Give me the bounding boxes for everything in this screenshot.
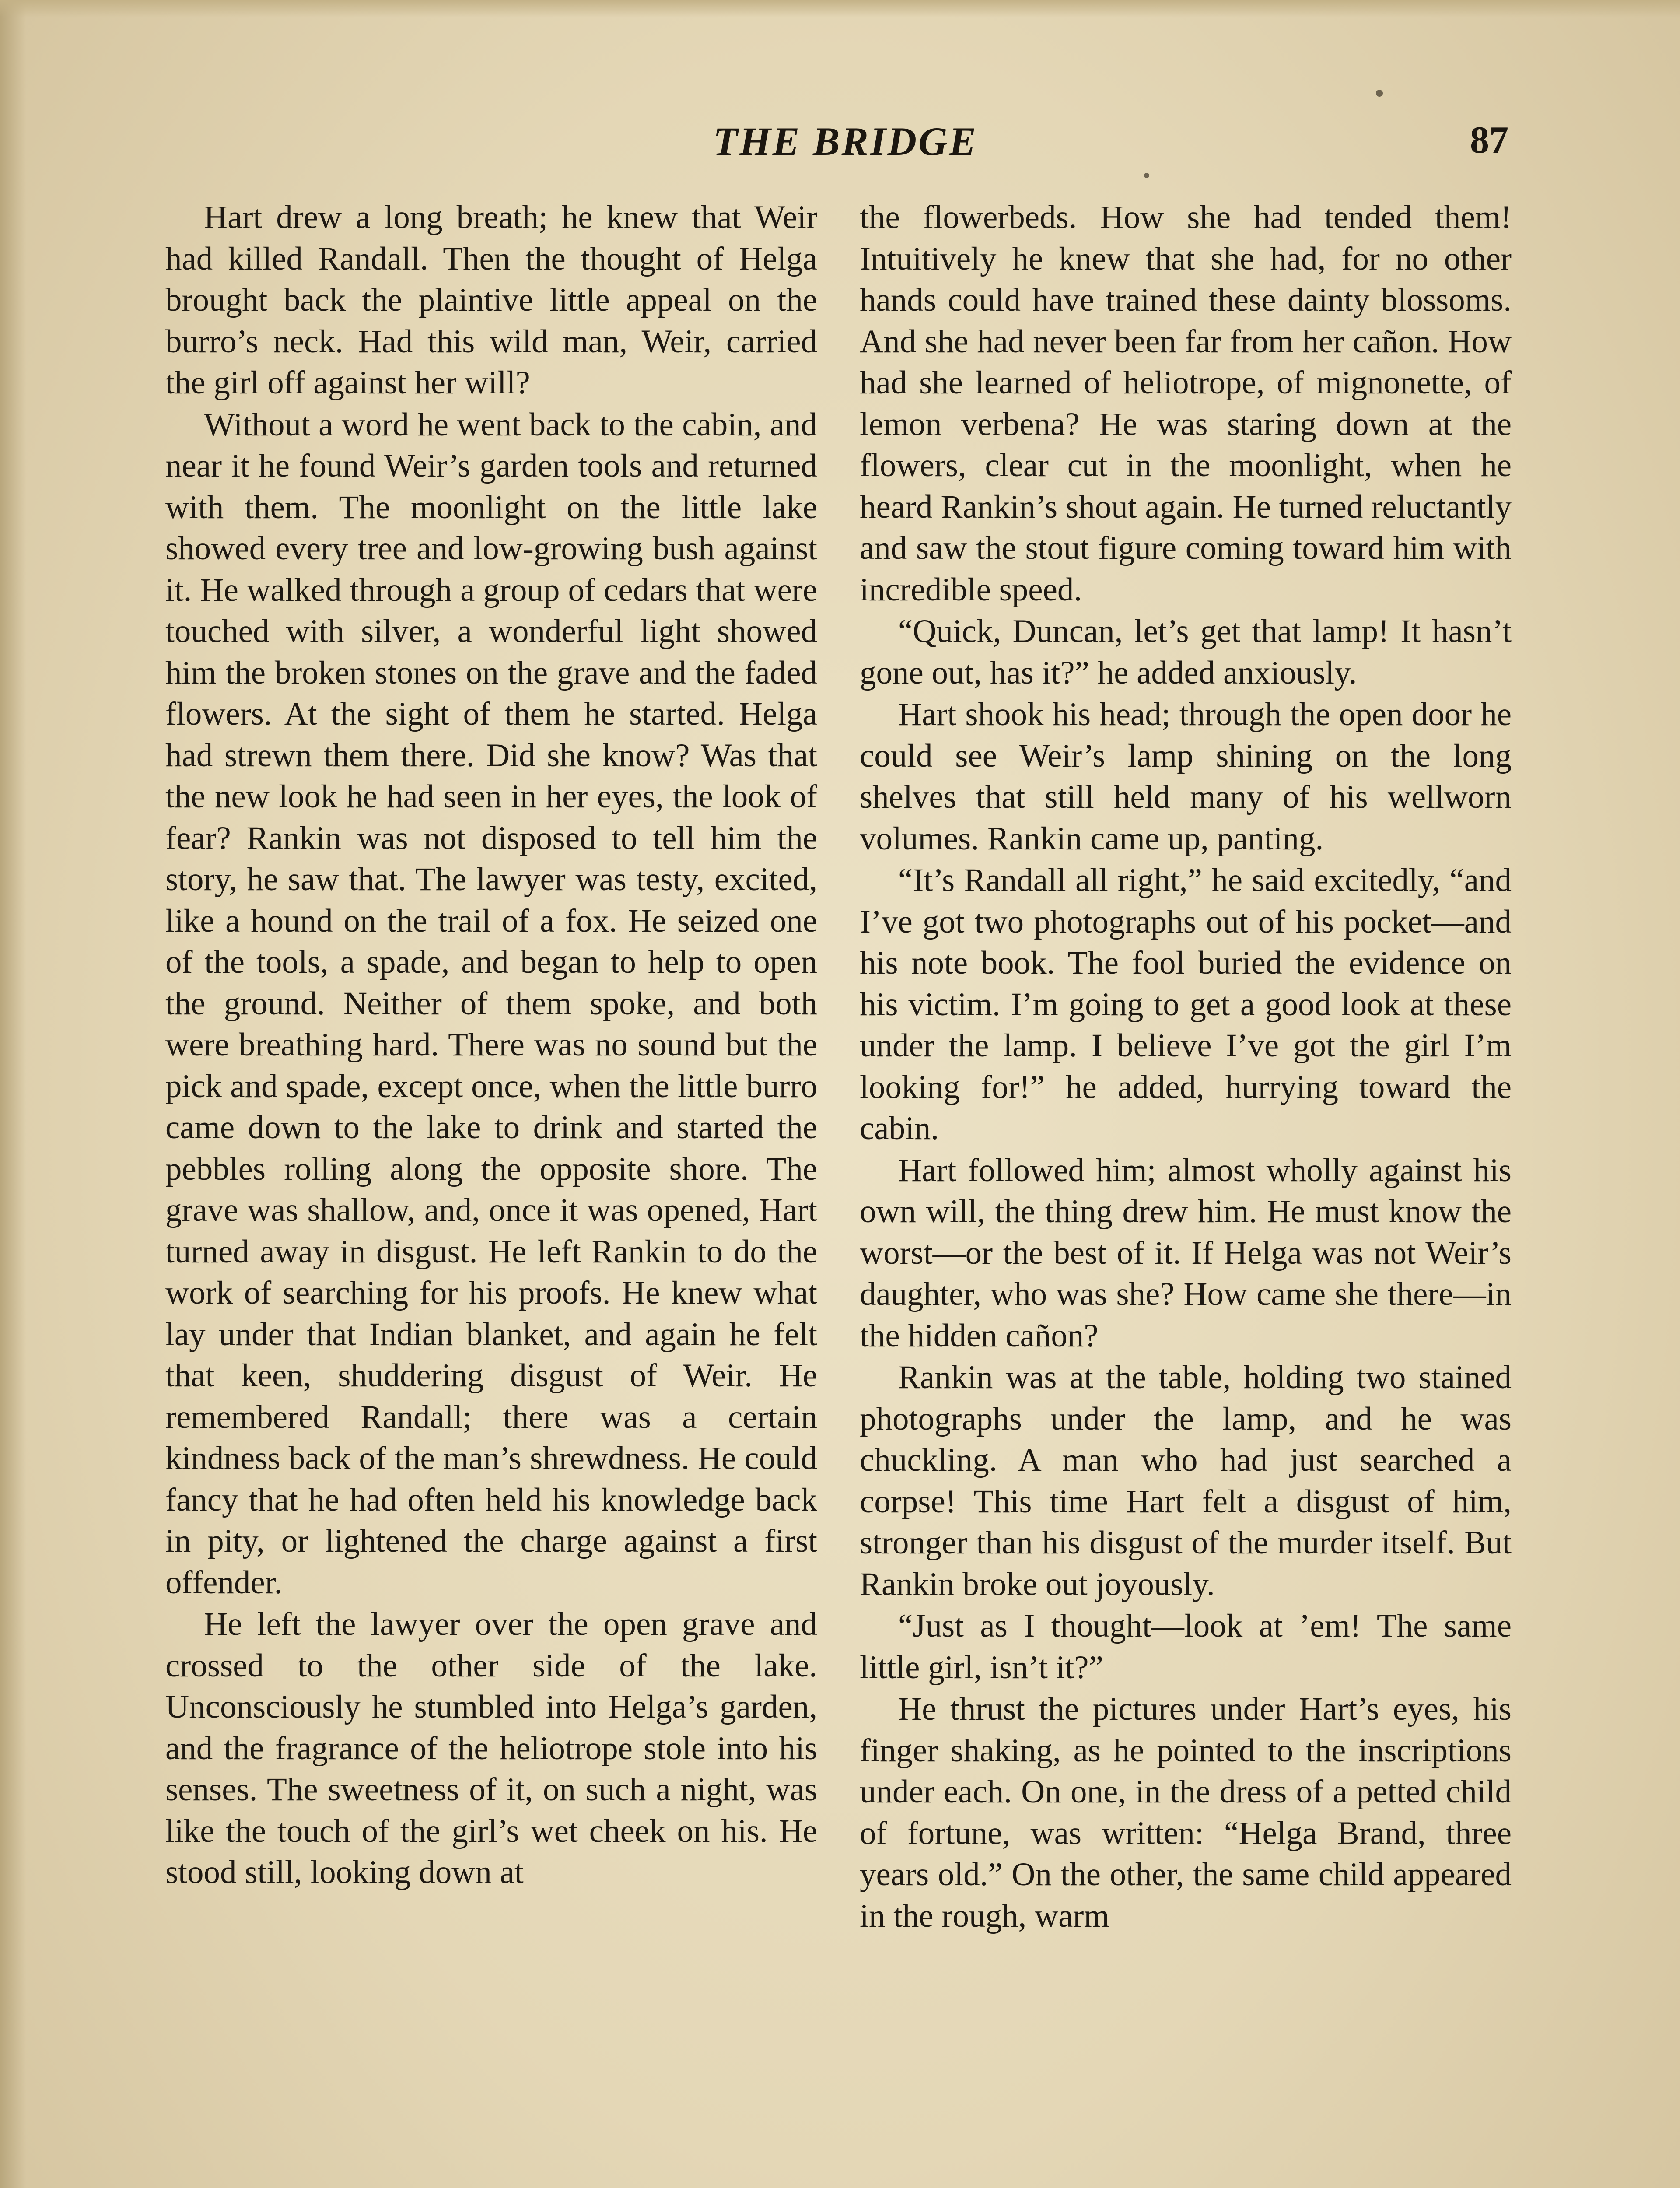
paragraph-continued: the flowerbeds. How she had tended them! Intuitively he knew that she had, for no other hands could have trained these dainty blossoms. And she had never been far from her cañon. How had she learned of heliotrope, of mignonette, of lemon verbena? He was staring down at the flowers, clear cut in the moonlight, when he heard Rankin’s shout again. He turned reluctantly and saw the stout figure coming toward him with incredible speed. xyxy=(860,199,1512,608)
page-edge-shadow xyxy=(0,0,26,2188)
paper-speck xyxy=(1376,90,1383,97)
paragraph: Hart shook his head; through the open door he could see Weir’s lamp shining on the long shelves that still held many of his wellworn volumes. Rankin came up, panting. xyxy=(860,696,1512,857)
page-number: 87 xyxy=(1470,119,1508,161)
right-text-column xyxy=(860,197,1512,1937)
paragraph: Hart followed him; almost wholly against his own will, the thing drew him. He must know the worst—or the best of it. If Helga was not Weir’s daughter, who was she? How came she there—in the hidden cañon? xyxy=(860,1152,1512,1354)
paragraph: Hart drew a long breath; he knew that Weir had killed Randall. Then the thought of Helga brought back the plaintive little appeal on the burro’s neck. Had this wild man, Weir, carried the girl off against her will? xyxy=(165,199,817,401)
paragraph: Without a word he went back to the cabin, and near it he found Weir’s garden tools and returned with them. The moonlight on the little lake showed every tree and low-growing bush against it. He walked through a group of cedars that were touched with silver, a wonderful light showed him the broken stones on the grave and the faded flowers. At the sight of them he started. Helga had strewn them there. Did she know? Was that the new look he had seen in her eyes, the look of fear? Rankin was not disposed to tell him the story, he saw that. The lawyer was testy, excited, like a hound on the trail of a fox. He seized one of the tools, a spade, and began to help to open the ground. Neither of them spoke, and both were breathing hard. There was no sound but the pick and spade, except once, when the little burro came down to the lake to drink and started the pebbles rolling along the opposite shore. The grave was shallow, and, once it was opened, Hart turned away in disgust. He left Rankin to do the work of searching for his proofs. He knew what lay under that Indian blanket, and again he felt that keen, shuddering disgust of Weir. He remembered Randall; there was a certain kindness back of the man’s shrewdness. He could fancy that he had often held his knowledge back in pity, or lightened the charge against a first offender. xyxy=(165,406,817,1601)
paragraph: He thrust the pictures under Hart’s eyes, his finger shaking, as he pointed to the inscriptions under each. On one, in the dress of a petted child of fortune, was written: “Helga Brand, three years old.” On the other, the same child appeared in the rough, warm xyxy=(860,1691,1512,1934)
paragraph: Rankin was at the table, holding two stained photographs under the lamp, and he was chuckling. A man who had just searched a corpse! This time Hart felt a disgust of him, stronger than his disgust of the murder itself. But Rankin broke out joyously. xyxy=(860,1359,1512,1602)
left-text-column xyxy=(165,197,817,1894)
page-top-shadow xyxy=(0,0,1680,18)
paragraph: He left the lawyer over the open grave and crossed to the other side of the lake. Unconsciously he stumbled into Helga’s garden, and the fragrance of the heliotrope stole into his senses. The sweetness of it, on such a night, was like the touch of the girl’s wet cheek on his. He stood still, looking down at xyxy=(165,1606,817,1890)
paragraph: “It’s Randall all right,” he said excitedly, “and I’ve got two photographs out of his pocket—and his note book. The fool buried the evidence on his victim. I’m going to get a good look at these under the lamp. I believe I’ve got the girl I’m looking for!” he added, hurrying toward the cabin. xyxy=(860,862,1512,1147)
paragraph: “Quick, Duncan, let’s get that lamp! It hasn’t gone out, has it?” he added anxiously. xyxy=(860,613,1512,691)
paper-speck xyxy=(1144,173,1149,178)
paragraph: “Just as I thought—look at ’em! The same little girl, isn’t it?” xyxy=(860,1608,1512,1686)
running-header-title: THE BRIDGE xyxy=(713,119,978,164)
